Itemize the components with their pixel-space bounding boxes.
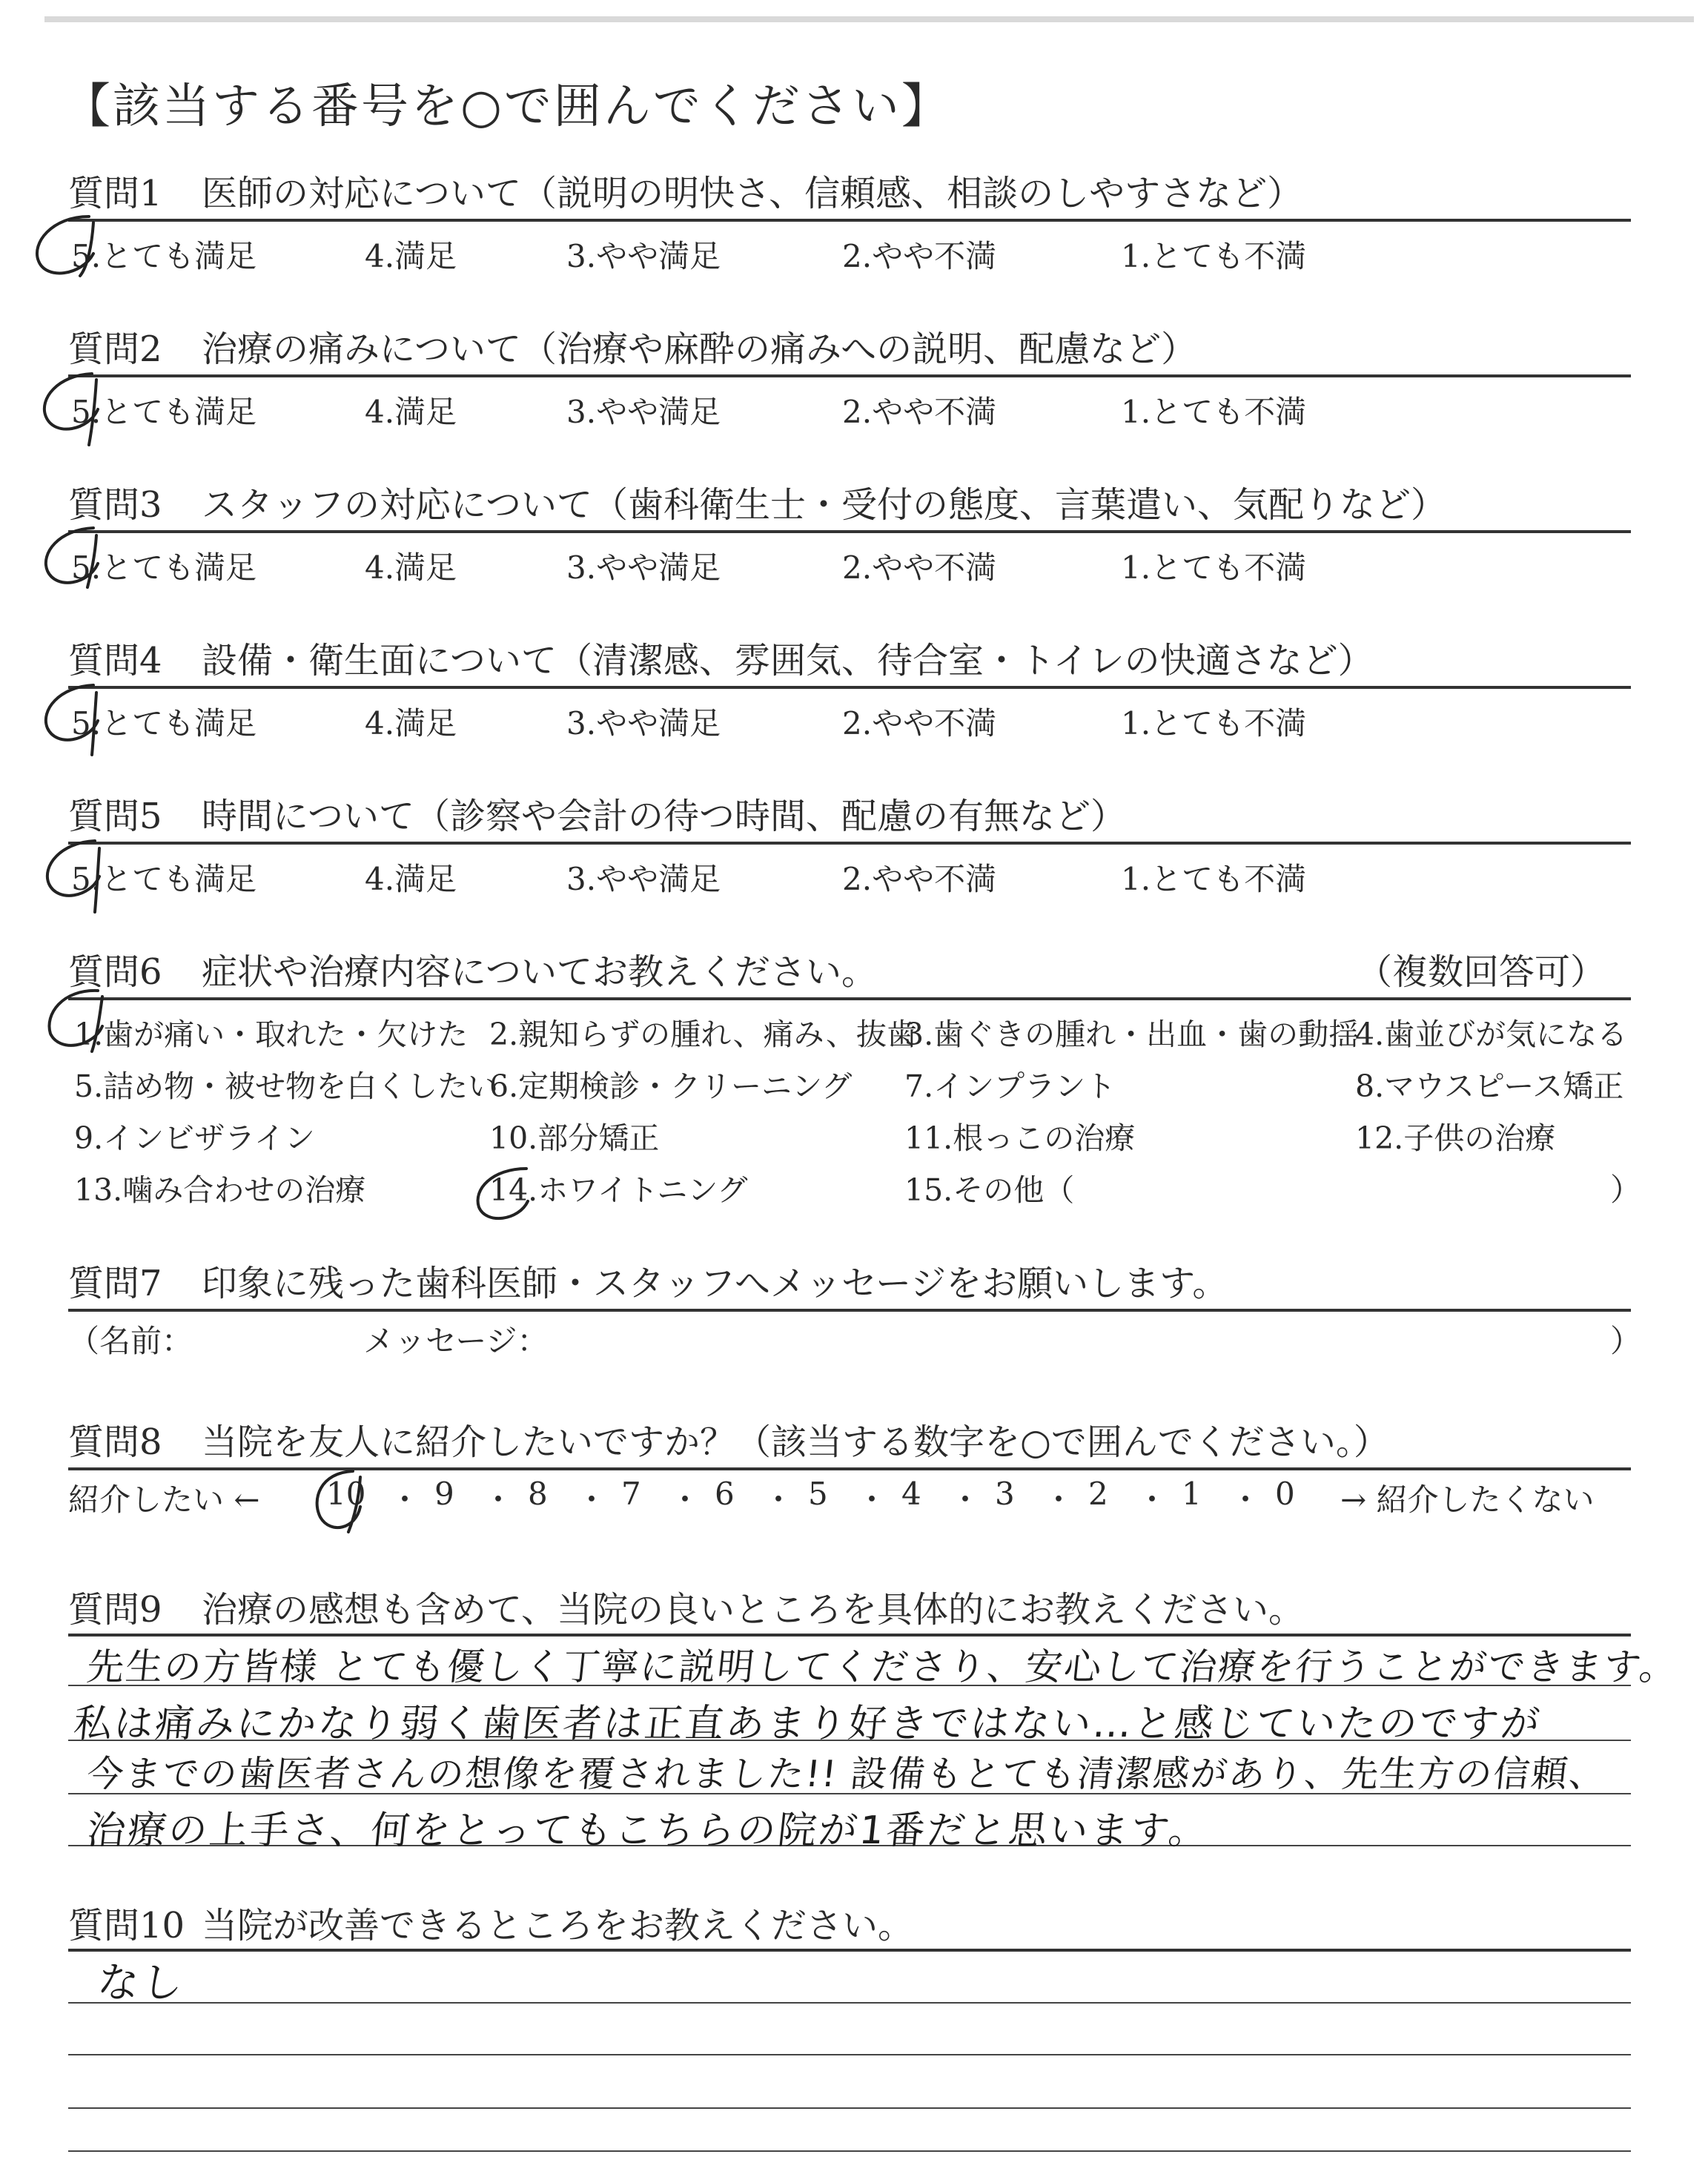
- recommend-left-label: 紹介したい ←: [68, 1482, 260, 1518]
- scale-sep: ・: [950, 1482, 982, 1518]
- question-number: 質問3: [68, 484, 162, 526]
- question-8-rule: [68, 1467, 1631, 1470]
- q6-option-5[interactable]: 5.詰め物・被せ物を白くしたい: [74, 1069, 499, 1104]
- q5-option-5[interactable]: 5.とても満足: [71, 861, 257, 897]
- q6-option-15[interactable]: 15.その他（: [904, 1172, 1075, 1208]
- scale-sep: ・: [669, 1482, 701, 1518]
- q9-answer-line-2[interactable]: 私は痛みにかなり弱く歯医者は正直あまり好きではない…と感じていたのですが: [71, 1702, 1544, 1746]
- scale-8[interactable]: 8: [528, 1476, 548, 1512]
- question-10: [68, 1897, 913, 1948]
- q6-option-1[interactable]: 1.歯が痛い・取れた・欠けた: [74, 1017, 469, 1052]
- question-number: 質問10: [68, 1905, 185, 1946]
- q6-option-7[interactable]: 7.インプラント: [904, 1069, 1116, 1104]
- answer-line: [68, 2107, 1631, 2109]
- scale-1[interactable]: 1: [1182, 1476, 1202, 1512]
- q2-option-2[interactable]: 2.やや不満: [842, 394, 997, 430]
- q5-option-1[interactable]: 1.とても不満: [1121, 861, 1307, 897]
- question-2: [68, 320, 1196, 371]
- question-3: [68, 476, 1446, 527]
- message-close: ）: [1610, 1323, 1642, 1359]
- scale-sep: ・: [856, 1482, 888, 1518]
- question-number: 質問2: [68, 328, 162, 370]
- question-text: 設備・衛生面について（清潔感、雰囲気、待合室・トイレの快適さなど）: [202, 640, 1374, 681]
- question-number: 質問5: [68, 796, 162, 837]
- question-number: 質問1: [68, 173, 162, 214]
- question-1: [68, 165, 1302, 216]
- message-label: メッセージ：: [363, 1323, 549, 1359]
- q2-option-1[interactable]: 1.とても不満: [1121, 394, 1307, 430]
- scale-3[interactable]: 3: [995, 1476, 1015, 1512]
- q6-option-9[interactable]: 9.インビザライン: [74, 1120, 315, 1156]
- q1-option-3[interactable]: 3.やや満足: [566, 238, 721, 274]
- q1-option-2[interactable]: 2.やや不満: [842, 238, 997, 274]
- question-9: [68, 1581, 1304, 1632]
- scale-sep: ・: [1043, 1482, 1075, 1518]
- q9-answer-line-1[interactable]: 先生の方皆様 とても優しく丁寧に説明してくださり、安心して治療を行うことができます。: [85, 1645, 1681, 1688]
- question-5-rule: [68, 842, 1631, 845]
- question-7: [68, 1255, 1228, 1306]
- scale-7[interactable]: 7: [621, 1476, 641, 1512]
- question-text: 印象に残った歯科医師・スタッフへメッセージをお願いします。: [202, 1263, 1228, 1304]
- q5-option-4[interactable]: 4.満足: [365, 861, 457, 897]
- q9-answer-line-4[interactable]: 治療の上手さ、何をとってもこちらの院が1番だと思います。: [85, 1809, 1212, 1853]
- q6-option-4[interactable]: 4.歯並びが気になる: [1355, 1017, 1628, 1052]
- q4-option-4[interactable]: 4.満足: [365, 705, 457, 742]
- page-title: 【該当する番号を○で囲んでください】: [63, 79, 951, 134]
- q2-option-4[interactable]: 4.満足: [365, 394, 457, 430]
- q6-option-6[interactable]: 6.定期検診・クリーニング: [489, 1069, 853, 1104]
- scale-sep: ・: [763, 1482, 795, 1518]
- question-10-rule: [68, 1949, 1631, 1952]
- question-text: スタッフの対応について（歯科衛生士・受付の態度、言葉遣い、気配りなど）: [202, 484, 1447, 526]
- q9-answer-line-3[interactable]: 今までの歯医者さんの想像を覆されました!! 設備もとても清潔感があり、先生方の信頼、: [85, 1753, 1609, 1795]
- q1-option-5[interactable]: 5.とても満足: [71, 238, 257, 274]
- q3-option-3[interactable]: 3.やや満足: [566, 549, 721, 586]
- q2-option-3[interactable]: 3.やや満足: [566, 394, 721, 430]
- question-3-rule: [68, 530, 1631, 533]
- scale-sep: ・: [1136, 1482, 1168, 1518]
- scale-4[interactable]: 4: [901, 1476, 921, 1512]
- q1-option-4[interactable]: 4.満足: [365, 238, 457, 274]
- question-text: 治療の感想も含めて、当院の良いところを具体的にお教えください。: [202, 1589, 1305, 1631]
- q3-option-2[interactable]: 2.やや不満: [842, 549, 997, 586]
- question-number: 質問9: [68, 1589, 162, 1631]
- question-text: 時間について（診察や会計の待つ時間、配慮の有無など）: [202, 796, 1127, 837]
- q6-option-3[interactable]: 3.歯ぐきの腫れ・出血・歯の動揺: [904, 1017, 1360, 1052]
- question-9-rule: [68, 1634, 1631, 1636]
- q3-option-1[interactable]: 1.とても不満: [1121, 549, 1307, 586]
- q1-option-1[interactable]: 1.とても不満: [1121, 238, 1307, 274]
- scale-0[interactable]: 0: [1275, 1476, 1295, 1512]
- q6-option-8[interactable]: 8.マウスピース矯正: [1355, 1069, 1624, 1104]
- answer-line: [68, 2002, 1631, 2004]
- q10-answer[interactable]: なし: [95, 1959, 188, 2007]
- question-text: 医師の対応について（説明の明快さ、信頼感、相談のしやすさなど）: [202, 173, 1303, 214]
- question-4-rule: [68, 686, 1631, 689]
- question-text: 症状や治療内容についてお教えください。: [202, 951, 878, 993]
- question-7-rule: [68, 1309, 1631, 1312]
- q6-option-14[interactable]: 14.ホワイトニング: [489, 1172, 748, 1208]
- question-text: 当院を友人に紹介したいですか？（該当する数字を○で囲んでください。）: [202, 1421, 1389, 1463]
- q2-option-5[interactable]: 5.とても満足: [71, 394, 257, 430]
- q6-option-10[interactable]: 10.部分矯正: [489, 1120, 660, 1156]
- answer-line: [68, 2150, 1631, 2152]
- q3-option-4[interactable]: 4.満足: [365, 549, 457, 586]
- question-number: 質問4: [68, 640, 162, 681]
- question-6: [68, 943, 877, 994]
- scale-10[interactable]: 10: [326, 1476, 366, 1512]
- question-6-rule: [68, 997, 1631, 1000]
- recommend-right-label: → 紹介したくない: [1340, 1482, 1595, 1518]
- scale-5[interactable]: 5: [808, 1476, 828, 1512]
- name-label: （名前：: [68, 1323, 193, 1359]
- scale-9[interactable]: 9: [434, 1476, 454, 1512]
- q3-option-5[interactable]: 5.とても満足: [71, 549, 257, 586]
- q4-option-1[interactable]: 1.とても不満: [1121, 705, 1307, 742]
- question-2-rule: [68, 374, 1631, 377]
- multiple-answers-note: （複数回答可）: [1357, 951, 1606, 993]
- question-8: [68, 1413, 1389, 1464]
- scale-sep: ・: [1230, 1482, 1262, 1518]
- question-text: 当院が改善できるところをお教えください。: [202, 1905, 914, 1946]
- scale-sep: ・: [483, 1482, 514, 1518]
- q5-option-3[interactable]: 3.やや満足: [566, 861, 721, 897]
- q4-option-5[interactable]: 5.とても満足: [71, 705, 257, 742]
- scale-2[interactable]: 2: [1088, 1476, 1108, 1512]
- scale-sep: ・: [576, 1482, 608, 1518]
- q6-option-13[interactable]: 13.噛み合わせの治療: [74, 1172, 366, 1208]
- question-text: 治療の痛みについて（治療や麻酔の痛みへの説明、配慮など）: [202, 328, 1197, 370]
- scale-sep: ・: [389, 1482, 421, 1518]
- question-5: [68, 787, 1126, 839]
- top-border: [44, 16, 1694, 22]
- question-1-rule: [68, 219, 1631, 222]
- q6-option-12[interactable]: 12.子供の治療: [1355, 1120, 1556, 1156]
- q6-option-11[interactable]: 11.根っこの治療: [904, 1120, 1136, 1156]
- question-4: [68, 632, 1374, 683]
- q4-option-2[interactable]: 2.やや不満: [842, 705, 997, 742]
- question-number: 質問6: [68, 951, 162, 993]
- q4-option-3[interactable]: 3.やや満足: [566, 705, 721, 742]
- question-number: 質問8: [68, 1421, 162, 1463]
- answer-line: [68, 2054, 1631, 2055]
- scale-6[interactable]: 6: [715, 1476, 735, 1512]
- q6-option-15-close: ）: [1610, 1172, 1642, 1208]
- question-number: 質問7: [68, 1263, 162, 1304]
- q6-option-2[interactable]: 2.親知らずの腫れ、痛み、抜歯: [489, 1017, 918, 1052]
- q5-option-2[interactable]: 2.やや不満: [842, 861, 997, 897]
